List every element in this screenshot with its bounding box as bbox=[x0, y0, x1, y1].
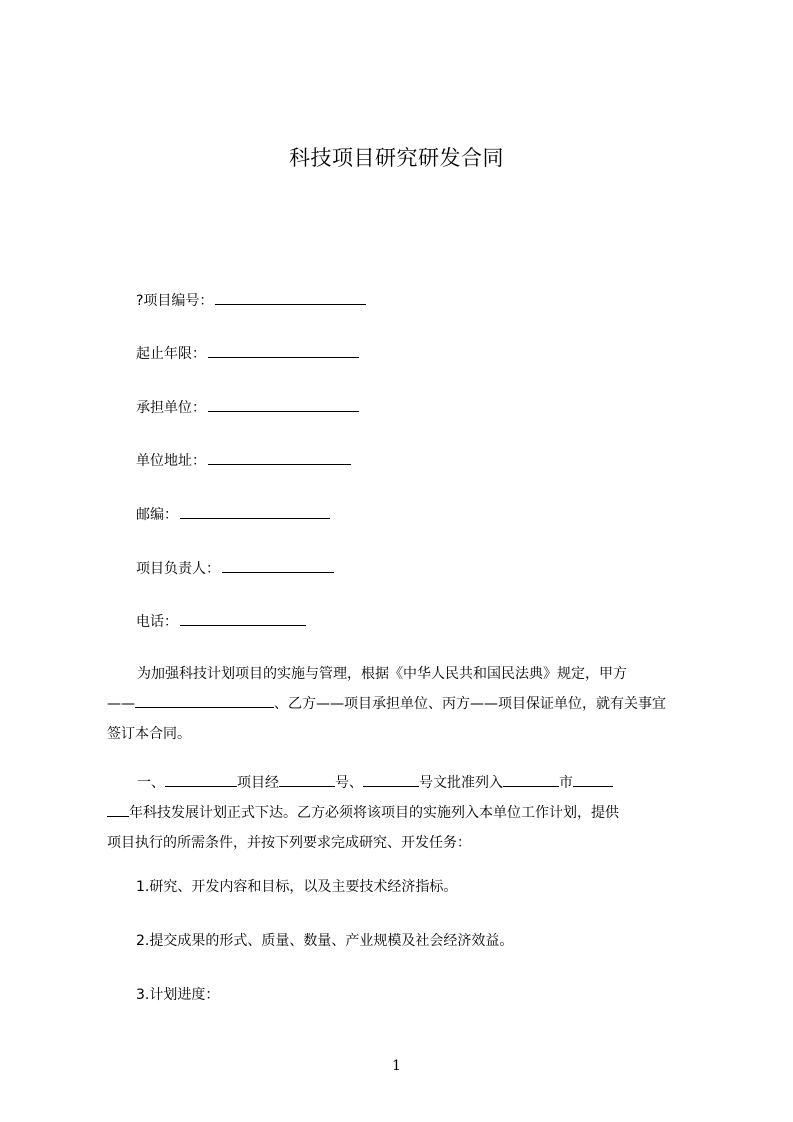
field-project-leader bbox=[136, 559, 334, 579]
item-1: 1.研究、开发内容和目标，以及主要技术经济指标。 bbox=[136, 879, 458, 895]
clause-1-paragraph bbox=[107, 768, 697, 858]
fill-blank[interactable] bbox=[208, 451, 351, 465]
fill-blank[interactable] bbox=[208, 398, 359, 412]
fill-blank[interactable] bbox=[165, 772, 237, 787]
fill-blank[interactable] bbox=[279, 772, 335, 787]
page-number: 1 bbox=[392, 1058, 401, 1074]
intro-line-2: —— 、乙方——项目承担单位、丙方——项目保证单位，就有关事宜 bbox=[107, 689, 697, 719]
field-undertaking-unit bbox=[136, 398, 359, 418]
fill-blank[interactable] bbox=[180, 505, 330, 519]
clause-1-line-3: 项目执行的所需条件，并按下列要求完成研究、开发任务： bbox=[107, 835, 471, 851]
field-project-number bbox=[136, 291, 366, 311]
field-label: 邮编： bbox=[136, 507, 178, 523]
intro-line-1: 为加强科技计划项目的实施与管理，根据《中华人民共和国民法典》规定，甲方 bbox=[137, 666, 627, 682]
fill-blank[interactable] bbox=[180, 612, 306, 626]
field-postcode bbox=[136, 505, 330, 525]
intro-line-3: 签订本合同。 bbox=[107, 726, 191, 742]
field-label: 承担单位： bbox=[136, 400, 206, 416]
fill-blank[interactable] bbox=[215, 291, 366, 305]
fill-blank[interactable] bbox=[503, 772, 559, 787]
clause-1-line-2: 年科技发展计划正式下达。乙方必须将该项目的实施列入本单位工作计划，提供 bbox=[107, 798, 697, 828]
document-title: 科技项目研究研发合同 bbox=[289, 146, 504, 170]
field-unit-address bbox=[136, 451, 351, 471]
fill-blank[interactable] bbox=[208, 344, 359, 358]
field-label: ?项目编号： bbox=[136, 293, 214, 309]
field-phone bbox=[136, 612, 306, 632]
fill-blank[interactable] bbox=[222, 559, 334, 573]
field-duration bbox=[136, 344, 359, 364]
field-label: 项目负责人： bbox=[136, 561, 220, 577]
fill-blank[interactable] bbox=[573, 772, 613, 787]
fill-blank[interactable] bbox=[135, 693, 274, 708]
field-label: 电话： bbox=[136, 614, 178, 630]
intro-paragraph bbox=[107, 659, 697, 749]
item-3: 3.计划进度： bbox=[136, 987, 220, 1003]
item-2: 2.提交成果的形式、质量、数量、产业规模及社会经济效益。 bbox=[136, 933, 514, 949]
field-label: 单位地址： bbox=[136, 453, 206, 469]
fill-blank[interactable] bbox=[363, 772, 419, 787]
fill-blank[interactable] bbox=[107, 802, 129, 817]
field-label: 起止年限： bbox=[136, 346, 206, 362]
clause-1-line-1: 一、 项目经 号、 号文批准列入 市 bbox=[107, 768, 697, 798]
